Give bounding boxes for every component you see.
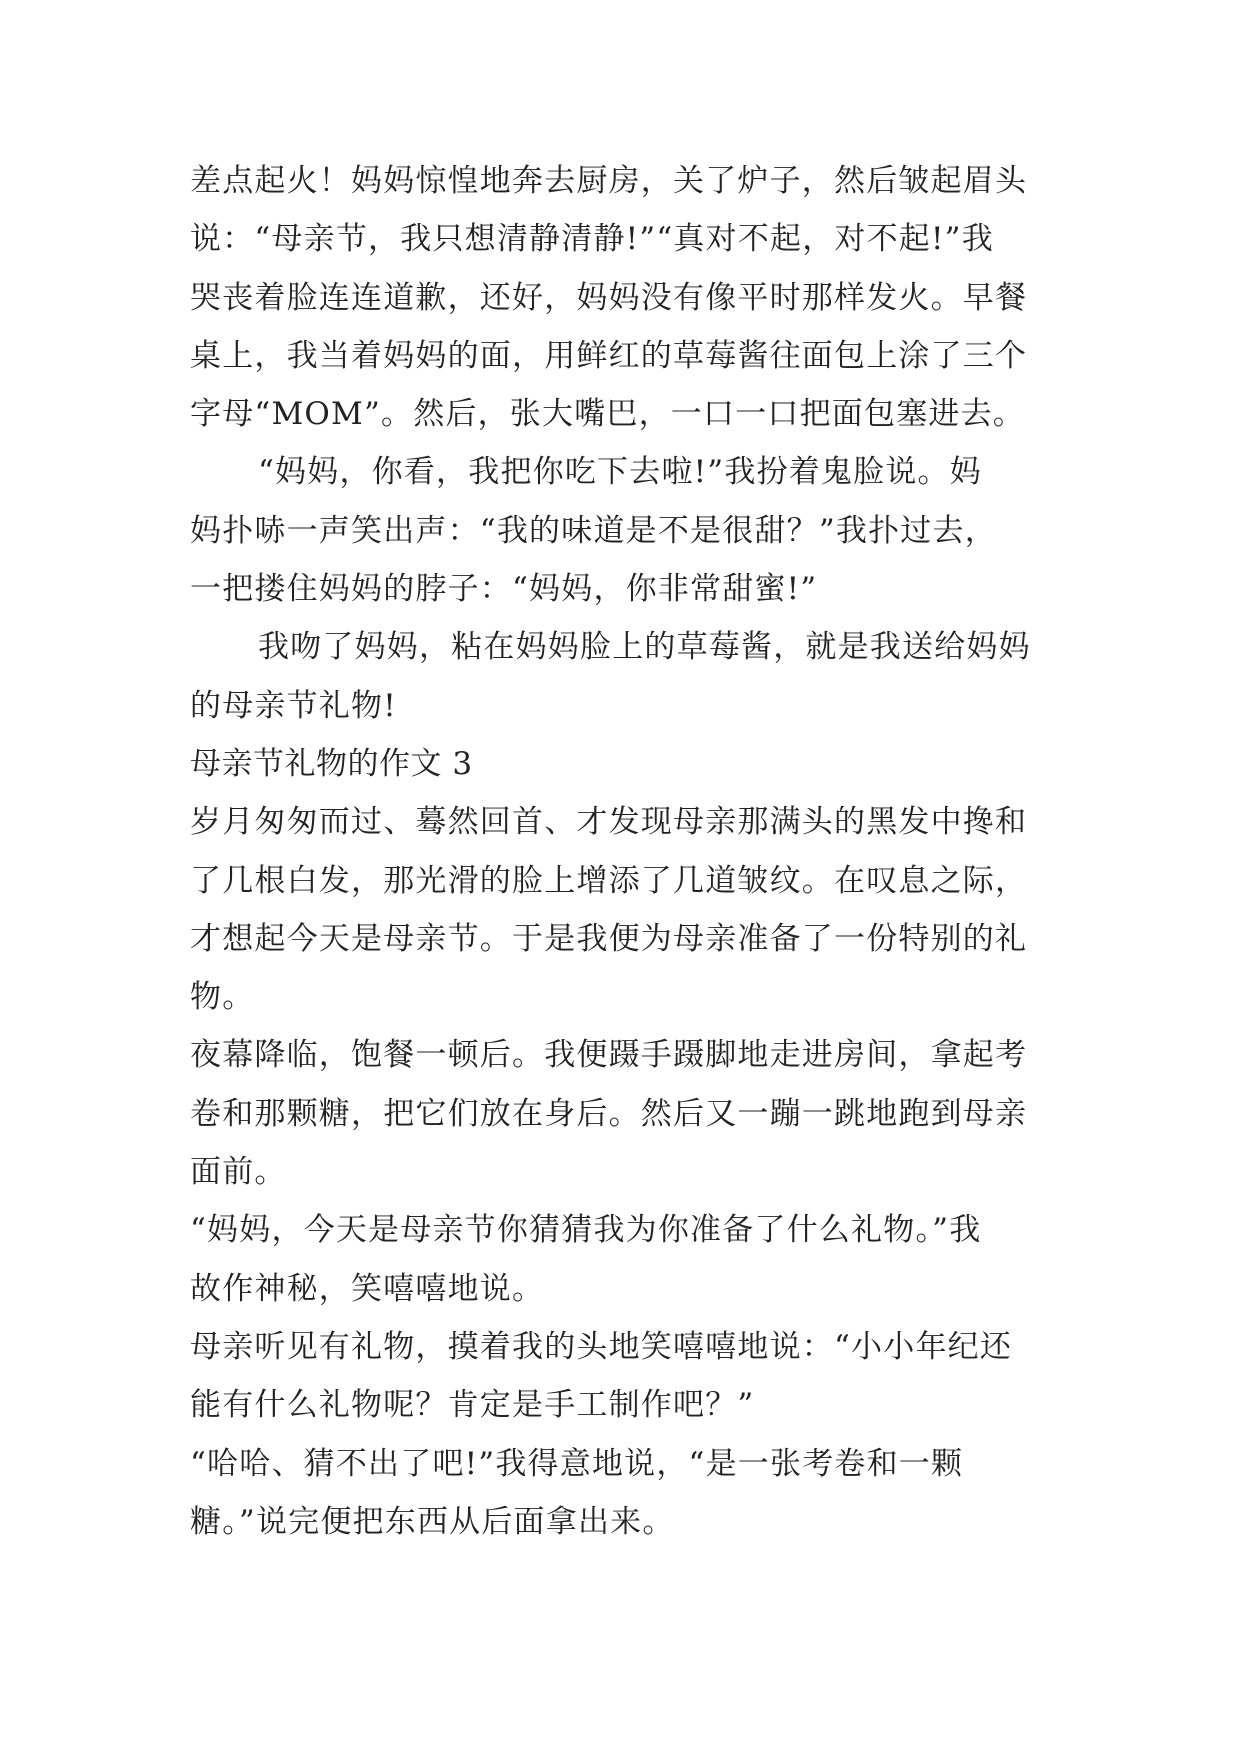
- text-line: 我吻了妈妈，粘在妈妈脸上的草莓酱，就是我送给妈妈: [258, 629, 1031, 666]
- text-line: 岁月匆匆而过、蓦然回首、才发现母亲那满头的黑发中搀和: [190, 804, 1028, 841]
- text-line: 差点起火！妈妈惊惶地奔去厨房，关了炉子，然后皱起眉头: [190, 163, 1028, 199]
- text-line: 妈扑哧一声笑出声：“我的味道是不是很甜？”我扑过去，: [190, 512, 997, 549]
- text-line: 糖。”说完便把东西从后面拿出来。: [190, 1503, 675, 1540]
- text-line: 卷和那颗糖，把它们放在身后。然后又一蹦一跳地跑到母亲: [190, 1095, 1028, 1132]
- text-line: 字母“MOM”。然后，张大嘴巴，一口一口把面包塞进去。: [190, 396, 1025, 433]
- document-body: [190, 152, 1050, 1551]
- text-line: 的母亲节礼物!: [190, 687, 397, 724]
- text-line: “妈妈，今天是母亲节你猜猜我为你准备了什么礼物。”我: [190, 1212, 982, 1249]
- text-line: 母亲听见有礼物，摸着我的头地笑嘻嘻地说：“小小年纪还: [190, 1328, 1013, 1365]
- text-line: 哭丧着脸连连道歉，还好，妈妈没有像平时那样发火。早餐: [190, 279, 1028, 316]
- text-line: 一把搂住妈妈的脖子：“妈妈，你非常甜蜜!”: [190, 571, 818, 608]
- text-line: 面前。: [190, 1154, 287, 1191]
- text-line: 桌上，我当着妈妈的面，用鲜红的草莓酱往面包上涂了三个: [190, 337, 1028, 374]
- text-line: 能有什么礼物呢？肯定是手工制作吧？”: [190, 1387, 755, 1424]
- text-line: 夜幕降临，饱餐一顿后。我便蹑手蹑脚地走进房间，拿起考: [190, 1037, 1028, 1074]
- text-line: “哈哈、猜不出了吧!”我得意地说，“是一张考卷和一颗: [190, 1445, 964, 1482]
- text-line: 说：“母亲节，我只想清静清静!”“真对不起，对不起!”我: [190, 221, 994, 258]
- text-line: 了几根白发，那光滑的脸上增添了几道皱纹。在叹息之际，: [190, 862, 1028, 899]
- text-line: 物。: [190, 979, 255, 1016]
- text-line: 故作神秘，笑嘻嘻地说。: [190, 1270, 545, 1307]
- text-line: “妈妈，你看，我把你吃下去啦!”我扮着鬼脸说。妈: [258, 454, 982, 491]
- text-line: 才想起今天是母亲节。于是我便为母亲准备了一份特别的礼: [190, 920, 1028, 957]
- section-heading: 母亲节礼物的作文 3: [190, 745, 473, 782]
